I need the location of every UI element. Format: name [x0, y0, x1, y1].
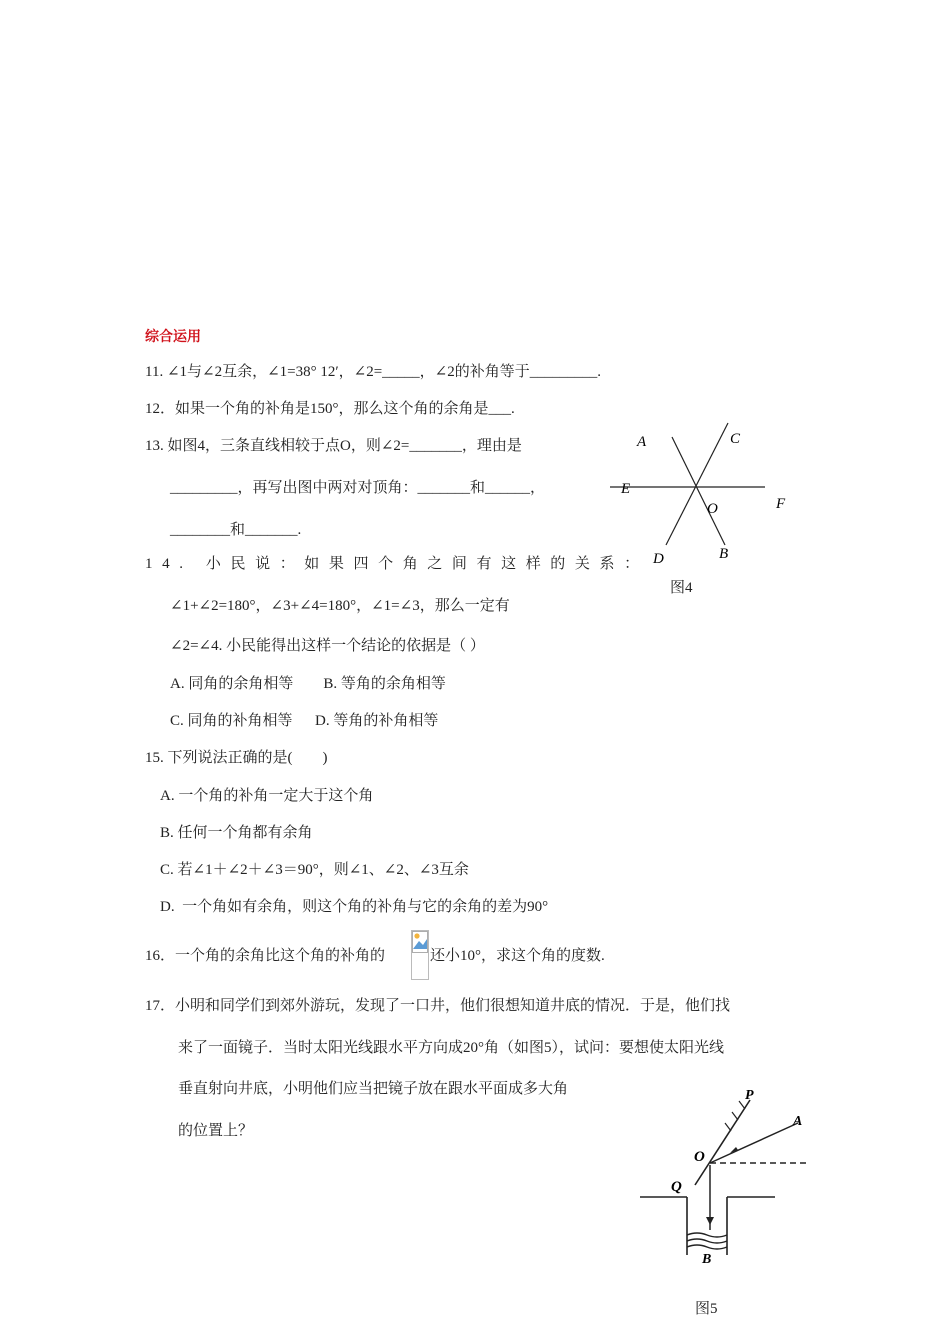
label-B: B: [719, 546, 729, 562]
question-14-options-ab: A. 同角的余角相等 B. 等角的余角相等: [170, 676, 446, 692]
ray-AO: [710, 1123, 798, 1163]
label-C: C: [730, 431, 741, 447]
figure-5-diagram: [635, 1085, 815, 1325]
figure-4-caption: 图4: [670, 580, 693, 596]
question-15-option-a: A. 一个角的补角一定大于这个角: [160, 788, 374, 804]
question-12: 12．如果一个角的补角是150°，那么这个角的余角是___.: [145, 401, 515, 417]
question-16-before: 16．一个角的余角比这个角的补角的: [145, 948, 386, 964]
question-17-line3: 垂直射向井底，小明他们应当把镜子放在跟水平面成多大角: [178, 1081, 569, 1097]
question-14-line2: ∠1+∠2=180°，∠3+∠4=180°，∠1=∠3，那么一定有: [170, 598, 510, 614]
question-15-option-c: C. 若∠1＋∠2＋∠3＝90°，则∠1、∠2、∠3互余: [160, 862, 469, 878]
label-O: O: [694, 1149, 705, 1165]
line-CD: [666, 423, 728, 545]
question-17-line4: 的位置上？: [178, 1123, 254, 1139]
question-11: 11. ∠1与∠2互余，∠1=38° 12′，∠2=_____，∠2的补角等于_________.: [145, 364, 601, 380]
water-wave-2: [687, 1239, 727, 1243]
label-Q: Q: [671, 1179, 682, 1195]
mirror-hatch-2: [732, 1112, 738, 1120]
label-F: F: [776, 496, 786, 512]
label-A: A: [637, 434, 647, 450]
question-17-line1: 17．小明和同学们到郊外游玩，发现了一口井，他们很想知道井底的情况．于是，他们找: [145, 998, 731, 1014]
question-13-line1: 13. 如图4，三条直线相较于点O，则∠2=_______，理由是: [145, 438, 522, 454]
figure-4-diagram: [600, 415, 800, 605]
down-arrow: [706, 1217, 714, 1225]
question-14-line1: 14. 小民说：如果四个角之间有这样的关系：: [145, 556, 649, 572]
section-title: 综合运用: [145, 329, 201, 345]
label-B: B: [702, 1252, 712, 1267]
mirror-hatch-1: [725, 1123, 731, 1131]
broken-image-icon: [411, 930, 429, 980]
question-16-after: 还小10°，求这个角的度数.: [430, 948, 605, 964]
line-AB: [672, 437, 725, 545]
question-15: 15. 下列说法正确的是( ): [145, 750, 328, 766]
question-14-options-cd: C. 同角的补角相等 D. 等角的补角相等: [170, 713, 439, 729]
question-17-line2: 来了一面镜子．当时太阳光线跟水平方向成20°角（如图5），试问：要想使太阳光线: [178, 1040, 725, 1056]
question-13-line3: ________和_______.: [170, 522, 302, 538]
label-D: D: [653, 551, 664, 567]
figure-5-caption: 图5: [695, 1301, 718, 1317]
water-wave-1: [687, 1233, 727, 1237]
mirror-OP: [695, 1100, 750, 1185]
label-O: O: [707, 501, 718, 517]
question-15-option-b: B. 任何一个角都有余角: [160, 825, 313, 841]
water-wave-3: [687, 1245, 727, 1249]
label-A: A: [793, 1114, 803, 1129]
label-E: E: [621, 481, 631, 497]
label-P: P: [745, 1088, 754, 1103]
question-14-line3: ∠2=∠4. 小民能得出这样一个结论的依据是（ ）: [170, 638, 485, 654]
question-15-option-d: D. 一个角如有余角，则这个角的补角与它的余角的差为90°: [160, 899, 549, 915]
question-13-line2: _________，再写出图中两对对顶角：_______和______，: [170, 480, 546, 496]
